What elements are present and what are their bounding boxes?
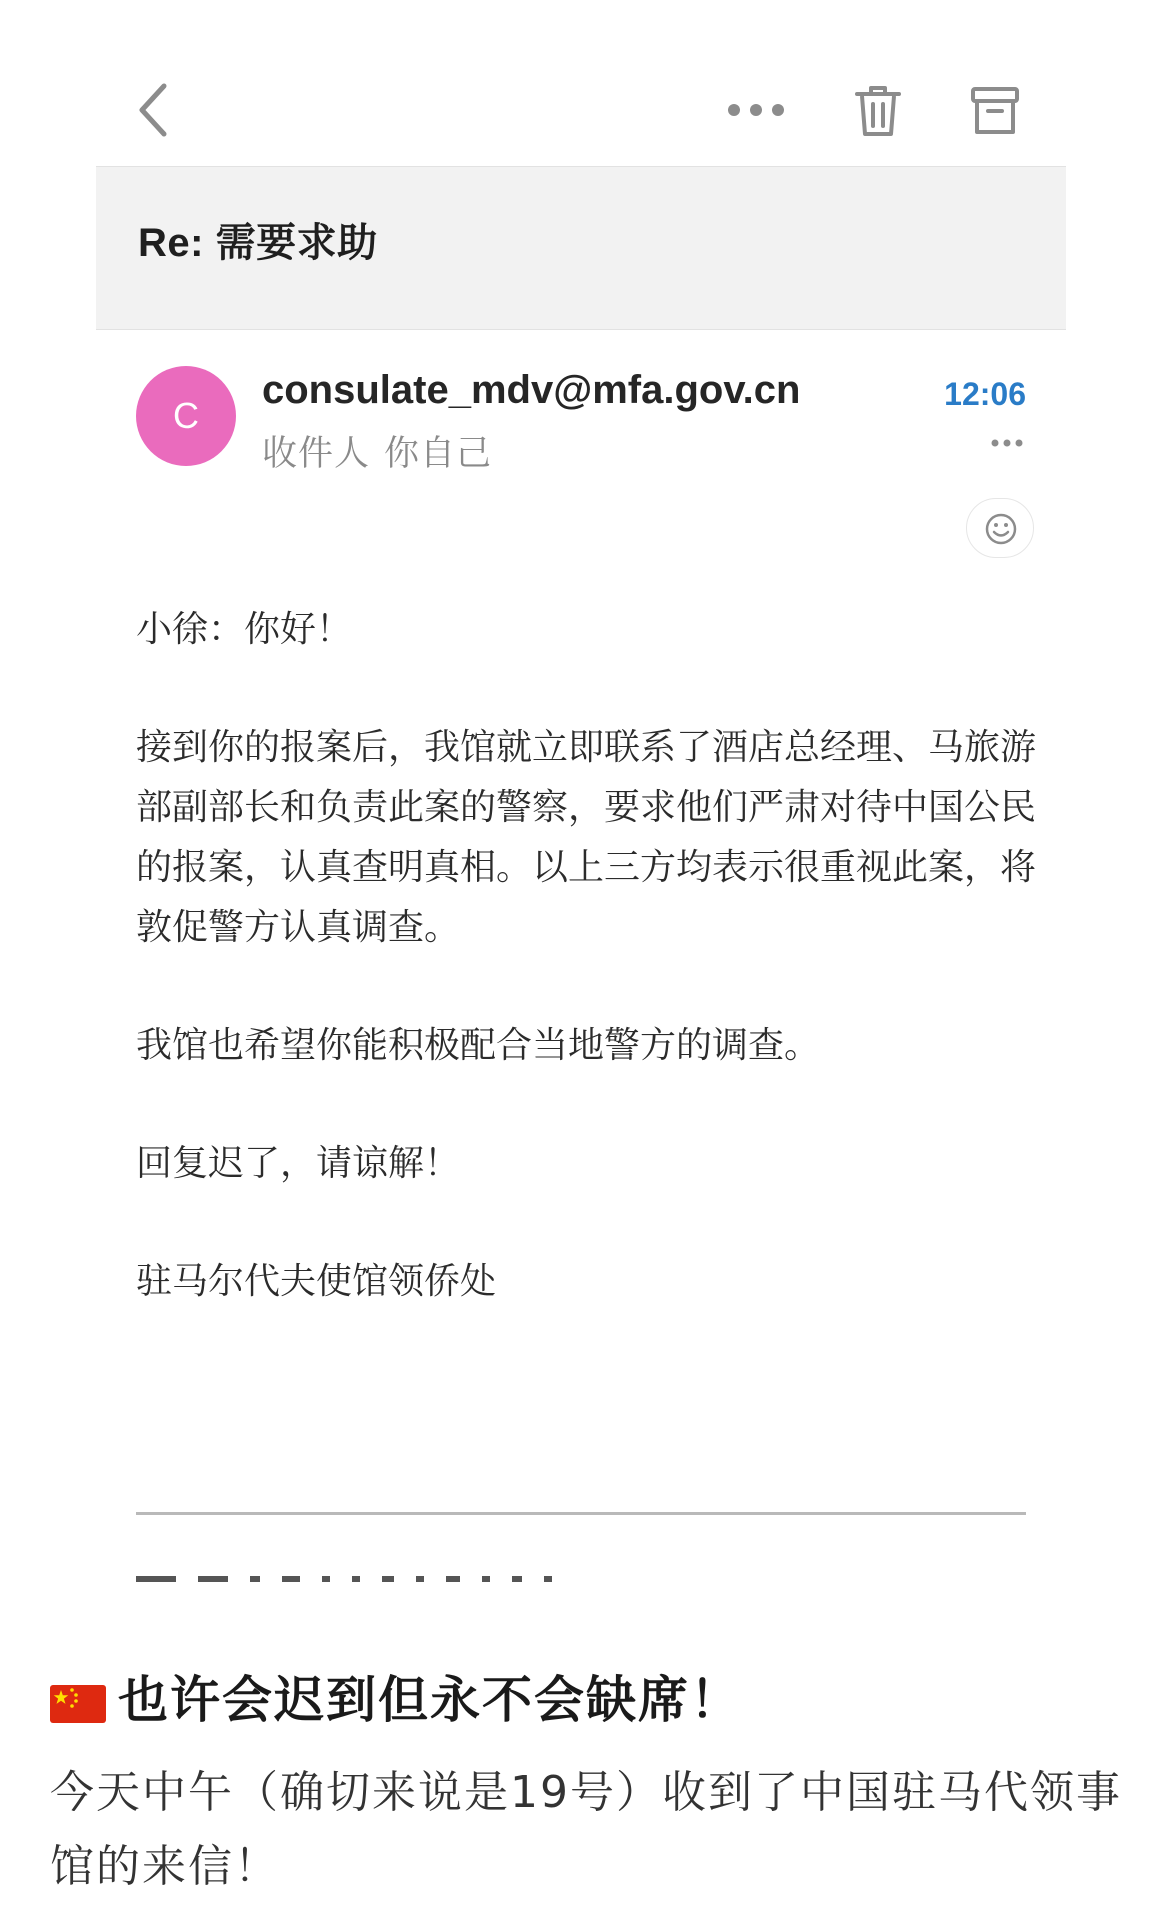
email-paragraph-1: 接到你的报案后，我馆就立即联系了酒店总经理、马旅游部副部长和负责此案的警察，要求他们严肃对待中国公民的报案，认真查明真相。以上三方均表示很重视此案，将敦促警方认真调查。	[136, 727, 1037, 948]
email-signature: 驻马尔代夫使馆领侨处	[136, 1261, 497, 1302]
post-caption	[0, 1620, 1158, 1910]
sender-more-icon[interactable]	[990, 434, 1024, 446]
china-flag-icon	[50, 1685, 106, 1723]
more-options-icon[interactable]	[726, 102, 786, 118]
back-chevron-icon[interactable]	[134, 82, 174, 138]
cropped-quoted-text	[136, 1562, 936, 1584]
email-greeting: 小徐：你好！	[136, 609, 353, 650]
archive-icon[interactable]	[970, 86, 1020, 136]
post-title	[50, 1660, 742, 1732]
email-toolbar	[0, 60, 1158, 170]
trash-icon[interactable]	[854, 84, 902, 138]
sender-header	[96, 360, 1066, 560]
recipient-label: 收件人	[262, 434, 371, 474]
subject-bar	[96, 166, 1066, 330]
post-title-text: 也许会迟到但永不会缺席！	[118, 1671, 742, 1729]
quoted-divider	[136, 1512, 1026, 1515]
recipient-line[interactable]	[262, 426, 492, 476]
email-time: 12:06	[944, 376, 1026, 412]
email-body	[136, 600, 1036, 1312]
email-subject: Re: 需要求助	[138, 221, 378, 265]
recipient-value: 你自己	[384, 434, 493, 474]
add-reaction-button[interactable]	[966, 498, 1034, 558]
email-paragraph-2: 我馆也希望你能积极配合当地警方的调查。	[136, 1025, 821, 1066]
smiley-icon	[984, 512, 1018, 546]
sender-avatar[interactable]: C	[136, 366, 236, 466]
post-text: 今天中午（确切来说是19号）收到了中国驻马代领事馆的来信！	[50, 1767, 1122, 1892]
email-paragraph-3: 回复迟了，请谅解！	[136, 1143, 461, 1184]
sender-address[interactable]: consulate_mdv@mfa.gov.cn	[262, 368, 801, 412]
